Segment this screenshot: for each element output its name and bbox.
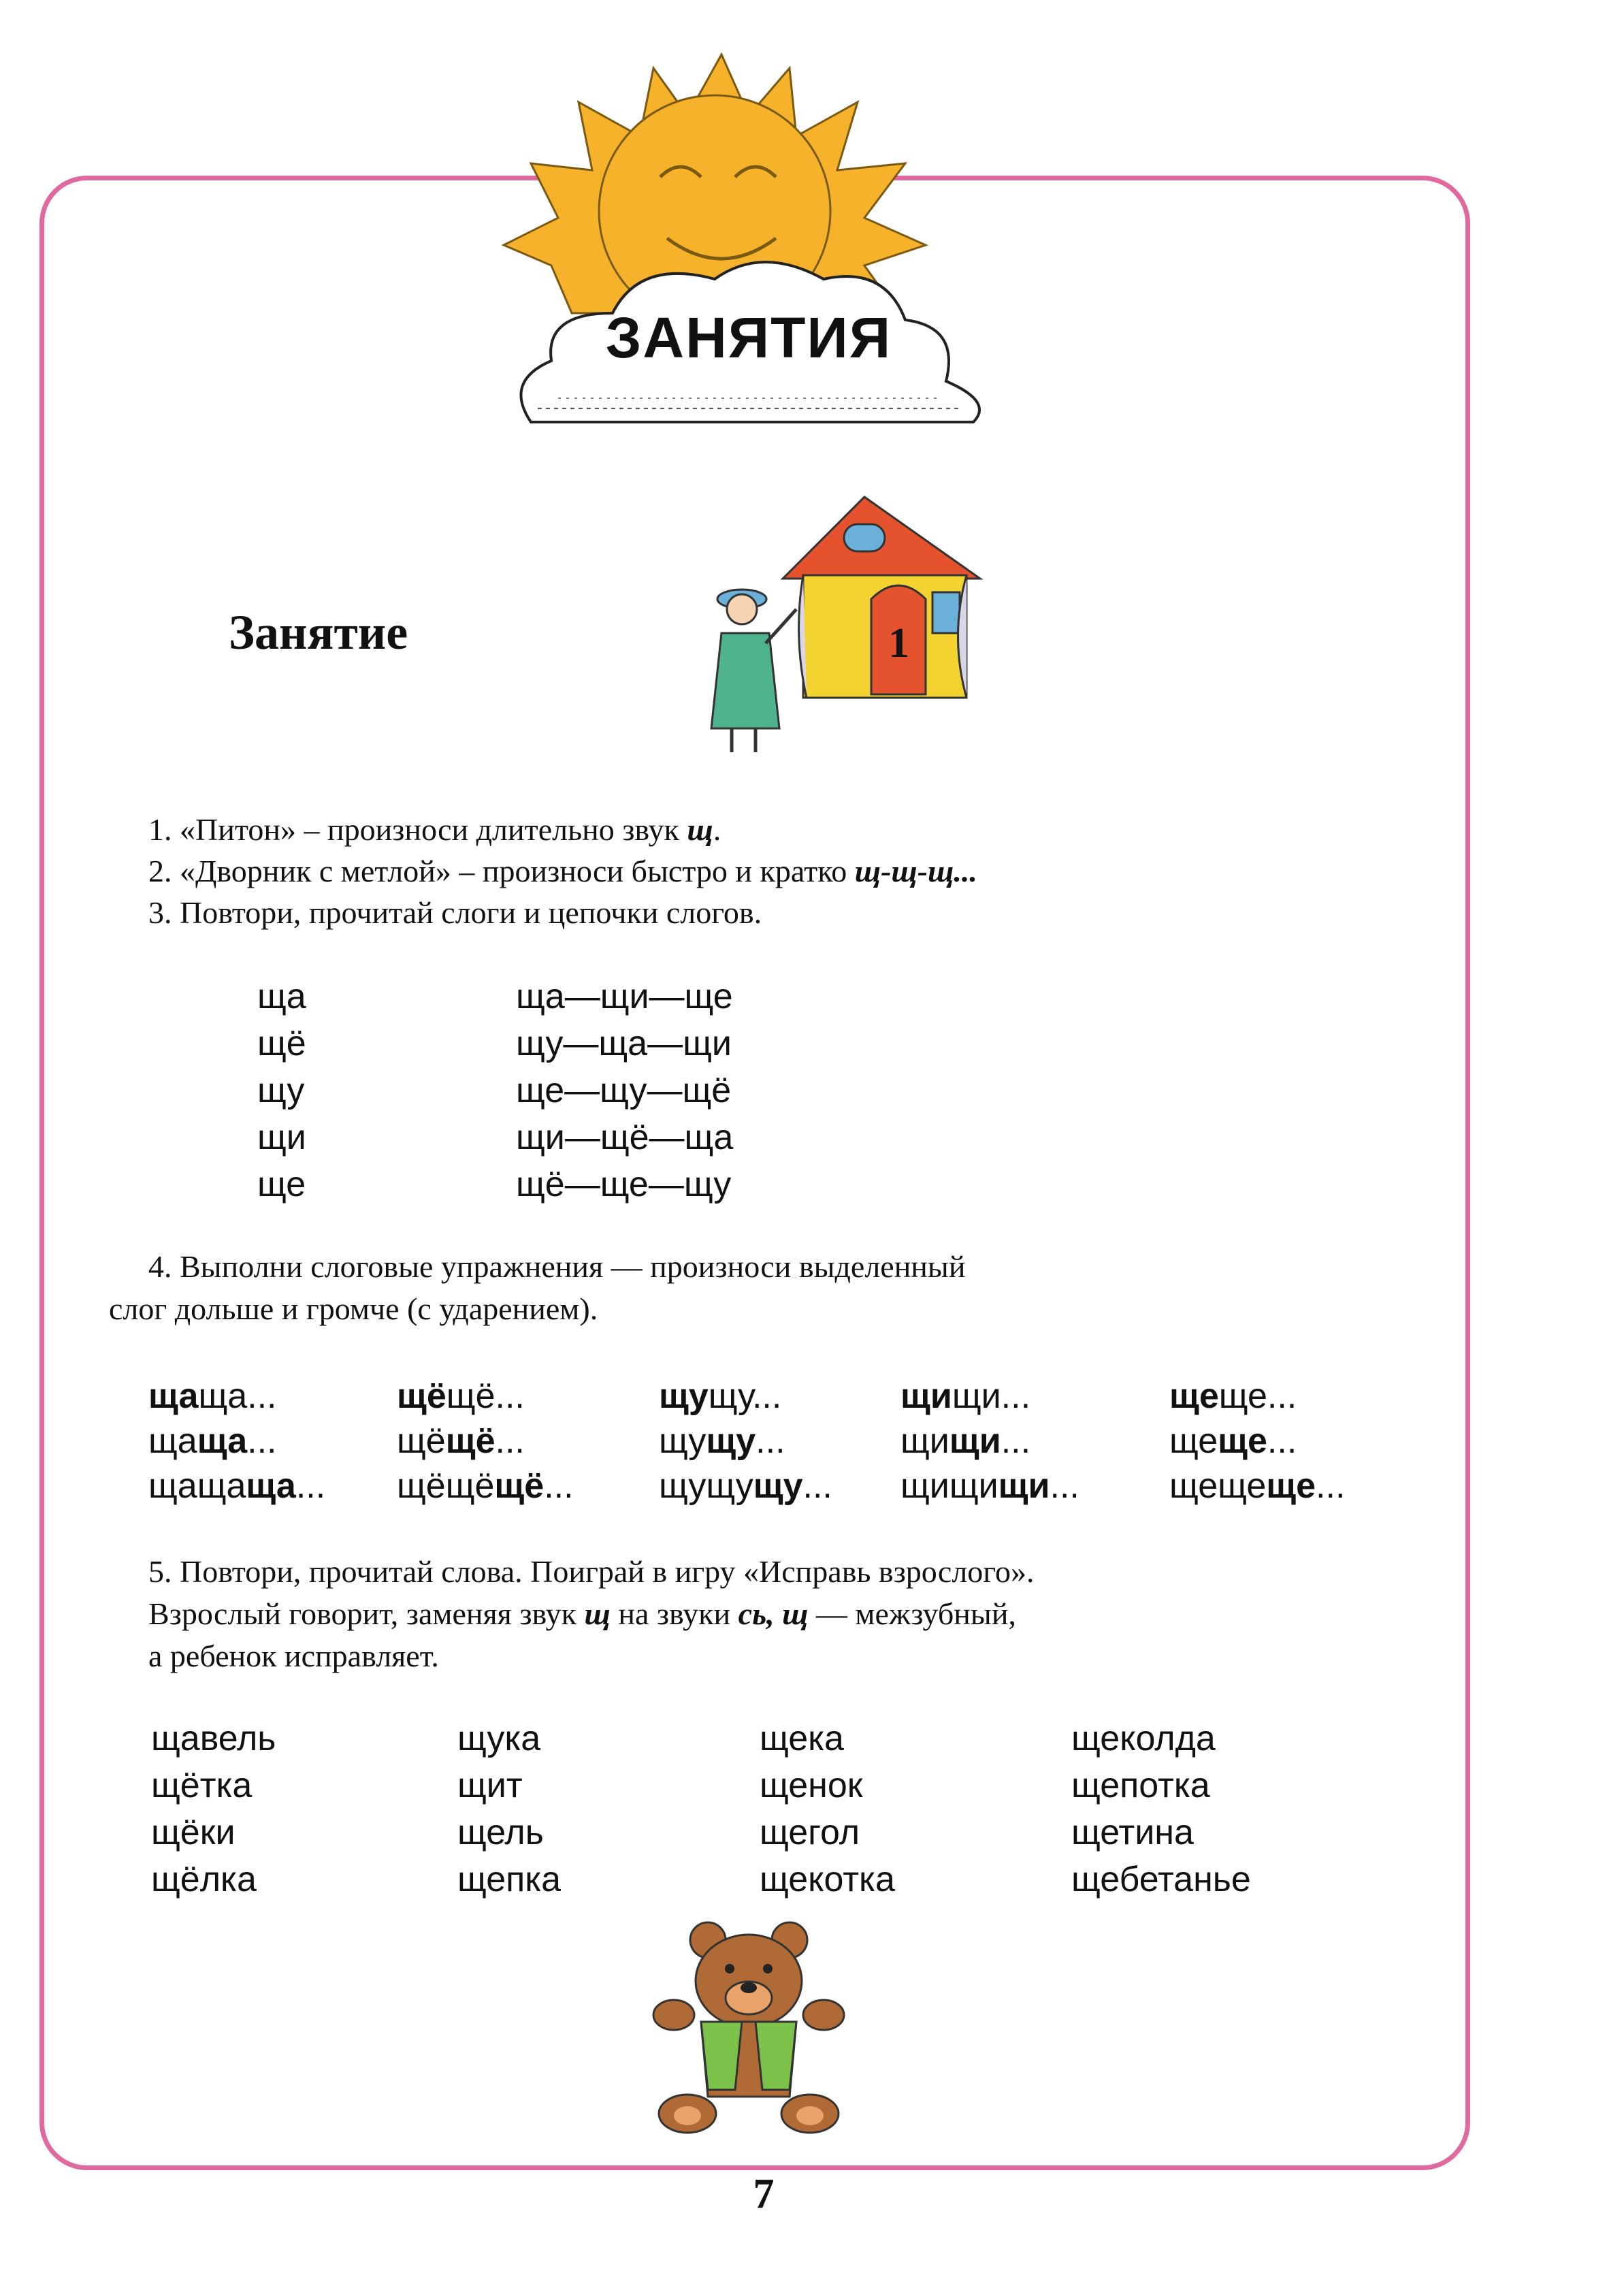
instruction-2-text: «Дворник с метлой» – произноси быстро и кратко (180, 854, 847, 888)
syllable: щу (257, 1071, 305, 1110)
word: щетина (1071, 1813, 1194, 1852)
syllable: щи (257, 1118, 306, 1157)
syllable: щё (257, 1024, 306, 1063)
syllable: ще (257, 1165, 306, 1204)
instruction-1-num: 1. (148, 812, 172, 847)
exercise-4-line-2: слог дольше и громче (с ударением). (109, 1291, 598, 1326)
word: щётка (151, 1766, 253, 1805)
word: щебетанье (1071, 1860, 1251, 1899)
syllable-drill: щещеще... (1169, 1466, 1346, 1506)
words-column-4 (1071, 1715, 1251, 1903)
word: щепотка (1071, 1766, 1210, 1805)
exercise-4-line-1: 4. Выполни слоговые упражнения — произноси выделенный (148, 1249, 966, 1284)
word: щёлка (151, 1860, 257, 1899)
instruction-1 (148, 809, 721, 851)
instruction-1-text: «Питон» – произноси длительно звук (180, 812, 679, 847)
exercise-5-line-2 (148, 1593, 1016, 1635)
word: щёки (151, 1813, 236, 1852)
instruction-1-end: . (713, 812, 721, 847)
exercise-5-line-2-c: — межзубный, (815, 1596, 1016, 1631)
instruction-3 (148, 892, 762, 934)
house-number: 1 (888, 620, 909, 666)
word: щенок (760, 1766, 863, 1805)
word: щель (457, 1813, 544, 1852)
word: щука (457, 1719, 541, 1758)
exercise-4-grid (148, 1374, 1442, 1508)
syllable-drill: щущу... (659, 1376, 782, 1416)
words-column-2 (457, 1715, 561, 1903)
word: щегол (760, 1813, 860, 1852)
house-girl-illustration (701, 490, 987, 762)
syllable-chain: щу—ща—щи (516, 1024, 732, 1063)
words-column-1 (151, 1715, 276, 1903)
syllable-drill: щёщё... (397, 1376, 525, 1416)
syllable-drill: щаща... (148, 1421, 277, 1461)
instruction-2 (148, 850, 977, 892)
words-column-3 (760, 1715, 895, 1903)
syllable-drill: щёщё... (397, 1421, 525, 1461)
syllable-chain: щё—ще—щу (516, 1165, 732, 1204)
instruction-1-sound: щ (687, 812, 713, 847)
word: щит (457, 1766, 523, 1805)
exercise-5-line-1: 5. Повтори, прочитай слова. Поиграй в игру «Исправь взрослого». (148, 1554, 1035, 1589)
word: щепка (457, 1860, 562, 1899)
syllables-list (257, 973, 306, 1208)
exercise-5-sound-2: сь, щ (738, 1596, 809, 1631)
exercise-4-row (148, 1419, 1442, 1464)
instruction-2-sound: щ-щ-щ... (854, 854, 977, 888)
syllable-drill: щащаща... (148, 1466, 326, 1506)
syllable-chain: щи—щё—ща (516, 1118, 734, 1157)
word: щека (760, 1719, 844, 1758)
teddy-bear-icon (647, 1920, 851, 2137)
exercise-5-line-3: а ребенок исправляет. (148, 1639, 439, 1673)
exercise-5-line-2-a: Взрослый говорит, заменяя звук (148, 1596, 576, 1631)
instruction-3-text: Повтори, прочитай слоги и цепочки слогов. (180, 895, 762, 930)
syllable-drill: щущущу... (659, 1466, 832, 1506)
syllable-chain: ще—щу—щё (516, 1071, 732, 1110)
word: щекотка (760, 1860, 895, 1899)
syllable-drill: щущу... (659, 1421, 785, 1461)
syllable: ща (257, 977, 306, 1016)
syllable-drill: щищищи... (900, 1466, 1079, 1506)
syllable-drill: щищи... (900, 1376, 1031, 1416)
exercise-5-line-2-b: на звуки (618, 1596, 731, 1631)
exercise-4-row (148, 1464, 1442, 1508)
exercise-4-row (148, 1374, 1442, 1419)
chains-list (516, 973, 733, 1208)
instruction-3-num: 3. (148, 895, 172, 930)
page-number: 7 (753, 2171, 775, 2217)
syllable-drill: щеще... (1169, 1376, 1297, 1416)
syllable-drill: щеще... (1169, 1421, 1297, 1461)
lesson-title: Занятие (229, 605, 408, 660)
house-icon (783, 497, 980, 698)
word: щавель (151, 1719, 276, 1758)
header-title: ЗАНЯТИЯ (605, 306, 892, 370)
exercise-5-sound-1: щ (584, 1596, 611, 1631)
syllable-chain: ща—щи—ще (516, 977, 733, 1016)
instruction-2-num: 2. (148, 854, 172, 888)
girl-icon (711, 590, 796, 752)
sun-cloud-illustration (490, 41, 1048, 449)
syllable-drill: щаща... (148, 1376, 277, 1416)
syllable-drill: щёщёщё... (397, 1466, 574, 1506)
word: щеколда (1071, 1719, 1216, 1758)
syllable-drill: щищи... (900, 1421, 1031, 1461)
